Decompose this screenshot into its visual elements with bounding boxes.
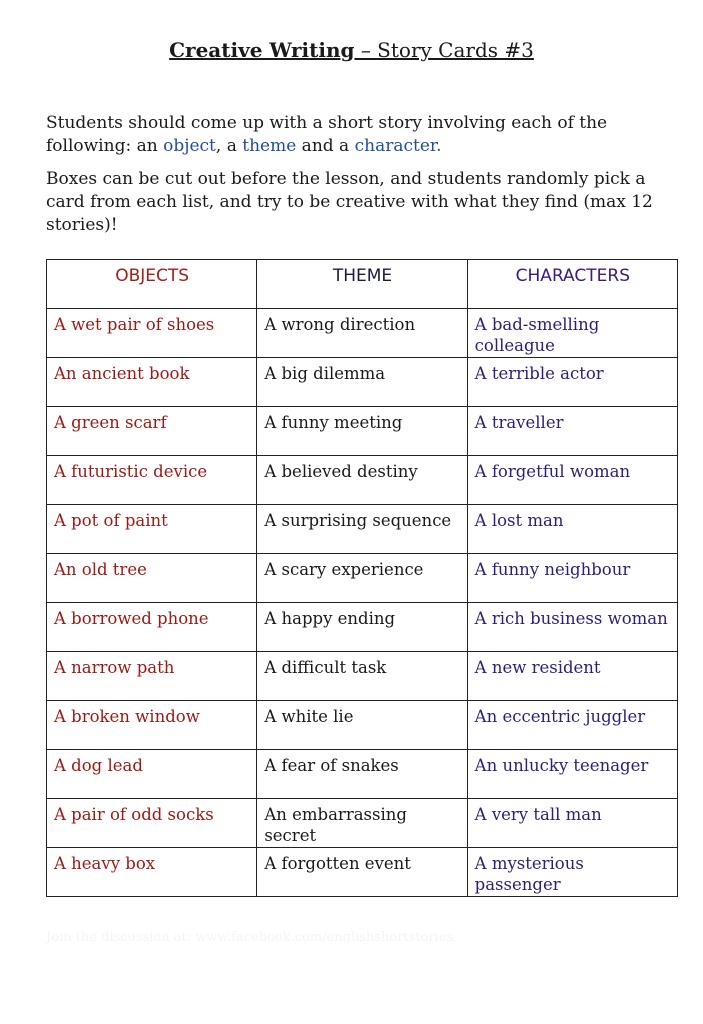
story-cards-table (46, 259, 678, 897)
card-objects: A heavy box (47, 848, 257, 897)
card-theme: A believed destiny (257, 456, 467, 505)
card-characters: An eccentric juggler (467, 701, 677, 750)
card-characters: A funny neighbour (467, 554, 677, 603)
card-objects: A green scarf (47, 407, 257, 456)
card-theme: A funny meeting (257, 407, 467, 456)
table-row (47, 309, 678, 358)
table-row (47, 652, 678, 701)
intro-sep2: and a (296, 136, 355, 156)
table-header-row (47, 260, 678, 309)
table-row (47, 407, 678, 456)
card-theme: A difficult task (257, 652, 467, 701)
card-objects: An old tree (47, 554, 257, 603)
header-objects: OBJECTS (47, 260, 257, 309)
table-row (47, 750, 678, 799)
table-row (47, 701, 678, 750)
card-characters: A mysterious passenger (467, 848, 677, 897)
card-objects: A futuristic device (47, 456, 257, 505)
card-theme: A white lie (257, 701, 467, 750)
card-characters: A terrible actor (467, 358, 677, 407)
table-row (47, 554, 678, 603)
card-objects: A narrow path (47, 652, 257, 701)
table-row (47, 603, 678, 652)
theme-word: theme (242, 136, 297, 156)
title-main: Creative Writing (169, 38, 355, 62)
card-theme: A forgotten event (257, 848, 467, 897)
card-characters: A traveller (467, 407, 677, 456)
card-characters: A rich business woman (467, 603, 677, 652)
table-row (47, 799, 678, 848)
table-row (47, 848, 678, 897)
card-objects: An ancient book (47, 358, 257, 407)
card-objects: A pot of paint (47, 505, 257, 554)
card-theme: A big dilemma (257, 358, 467, 407)
object-word: object (163, 136, 216, 156)
card-theme: A happy ending (257, 603, 467, 652)
card-characters: A new resident (467, 652, 677, 701)
header-characters: CHARACTERS (467, 260, 677, 309)
card-theme: A wrong direction (257, 309, 467, 358)
card-characters: A bad-smelling colleague (467, 309, 677, 358)
card-theme: A surprising sequence (257, 505, 467, 554)
table-row (47, 358, 678, 407)
intro-sep1: , a (215, 136, 243, 156)
intro-line1: Students should come up with a short story involving each of the following: an (46, 113, 608, 156)
intro-paragraph-1 (46, 112, 666, 158)
intro-paragraph-2: Boxes can be cut out before the lesson, and students randomly pick a card from each list, and try to be creative with what they find (max 12 stories)! (46, 169, 653, 235)
title-subtitle: – Story Cards #3 (354, 38, 534, 62)
card-theme: A scary experience (257, 554, 467, 603)
card-theme: An embarrassing secret (257, 799, 467, 848)
table-row (47, 456, 678, 505)
card-characters: A lost man (467, 505, 677, 554)
card-objects: A borrowed phone (47, 603, 257, 652)
card-theme: A fear of snakes (257, 750, 467, 799)
header-theme: THEME (257, 260, 467, 309)
card-characters: A forgetful woman (467, 456, 677, 505)
page-title (0, 38, 703, 62)
card-objects: A broken window (47, 701, 257, 750)
table-row (47, 505, 678, 554)
card-objects: A pair of odd socks (47, 799, 257, 848)
card-objects: A dog lead (47, 750, 257, 799)
card-objects: A wet pair of shoes (47, 309, 257, 358)
card-characters: An unlucky teenager (467, 750, 677, 799)
intro-text (46, 112, 666, 247)
character-word: character. (354, 136, 442, 156)
footer-note: Join the discussion at: www.facebook.com/englishshortstories (46, 930, 454, 945)
card-characters: A very tall man (467, 799, 677, 848)
